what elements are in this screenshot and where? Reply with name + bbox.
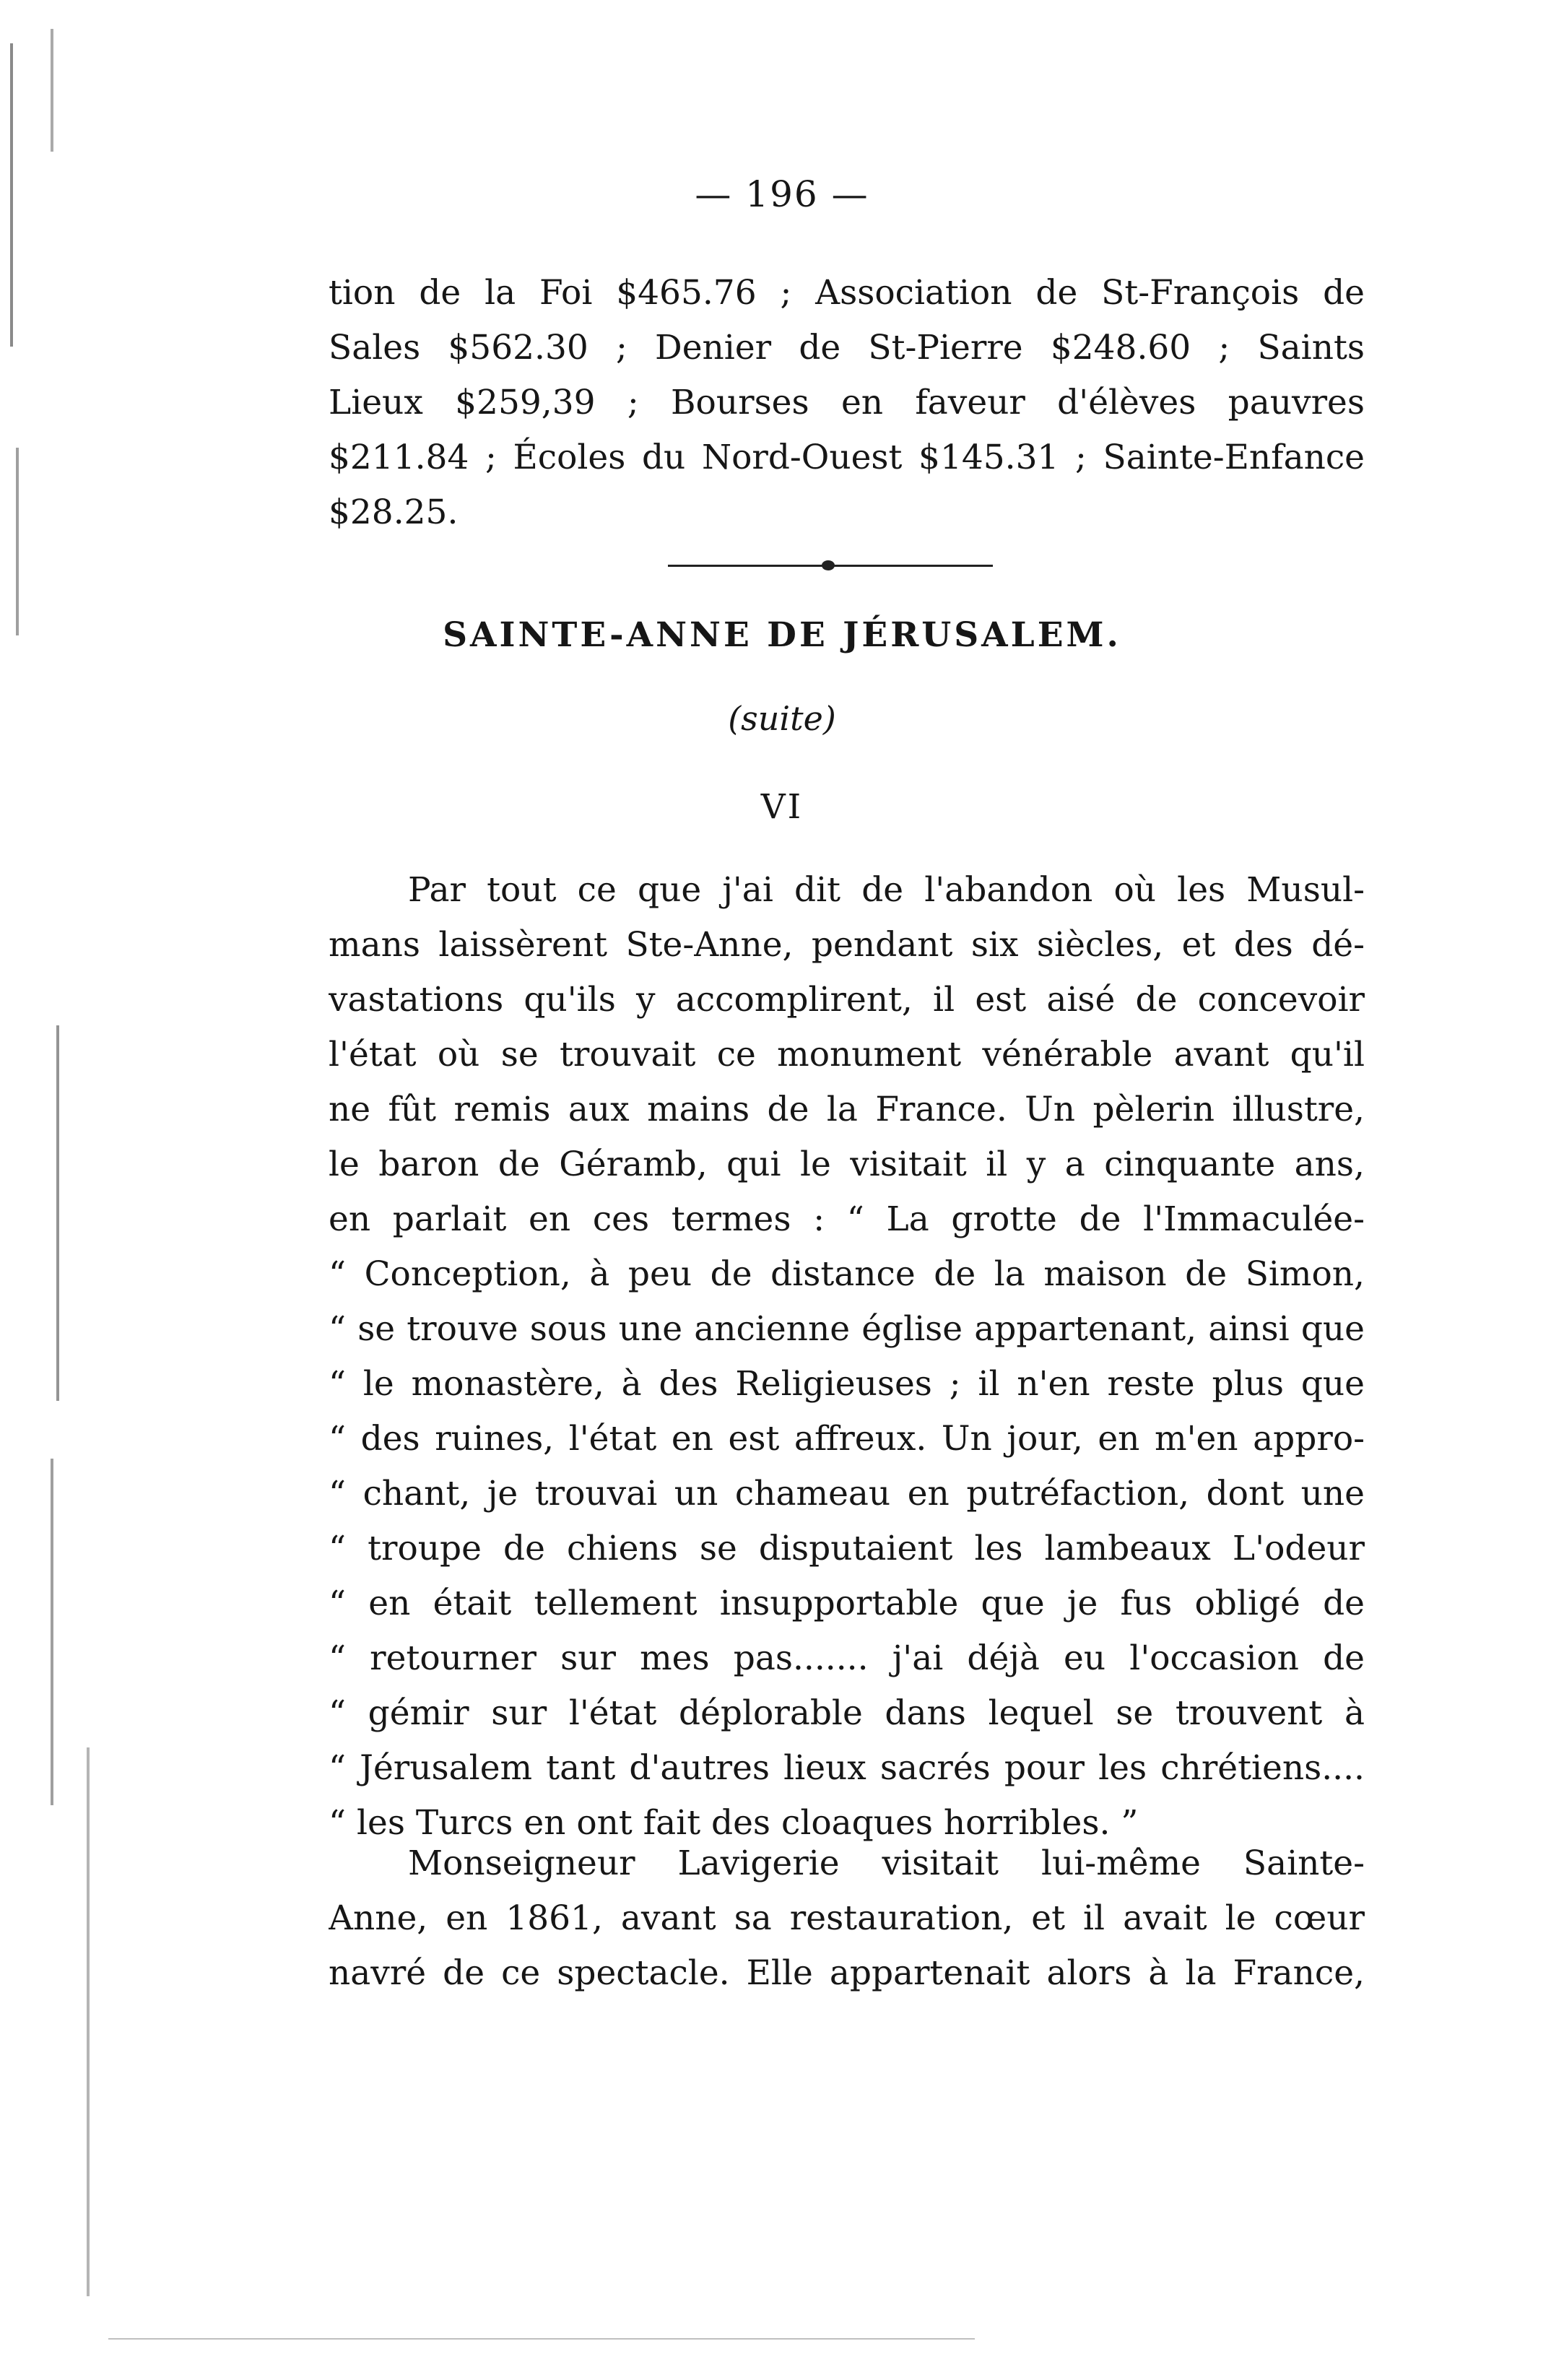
section-subtitle: (suite) (728, 699, 836, 738)
scan-edge-mark (51, 29, 53, 152)
text-line: $211.84 ; Écoles du Nord-Ouest $145.31 ; Sainte-Enfance (329, 438, 1365, 477)
scan-edge-mark (51, 1459, 53, 1805)
section-number: VI (760, 787, 804, 827)
text-line: l'état où se trouvait ce monument vénérable avant qu'il (329, 1035, 1365, 1074)
text-line: “ le monastère, à des Religieuses ; il n'en reste plus que (329, 1364, 1365, 1404)
scan-edge-mark (56, 1025, 59, 1401)
text-line: en parlait en ces termes : “ La grotte de l'Immaculée- (329, 1199, 1365, 1239)
text-line: Lieux $259,39 ; Bourses en faveur d'élèves pauvres (329, 383, 1365, 422)
text-line: le baron de Géramb, qui le visitait il y a cinquante ans, (329, 1145, 1365, 1184)
paragraph-2 (329, 1836, 1365, 2001)
text-line: ne fût remis aux mains de la France. Un pèlerin illustre, (329, 1090, 1365, 1129)
text-line: Anne, en 1861, avant sa restauration, et il avait le cœur (329, 1898, 1365, 1938)
text-line: “ Jérusalem tant d'autres lieux sacrés pour les chrétiens.... (329, 1748, 1365, 1788)
scan-edge-mark (87, 1747, 90, 2296)
text-line: Monseigneur Lavigerie visitait lui-même Sainte- (408, 1843, 1365, 1883)
paragraph-1 (329, 863, 1365, 1851)
text-line: mans laissèrent Ste-Anne, pendant six siècles, et des dé- (329, 925, 1365, 965)
text-line: “ en était tellement insupportable que je fus obligé de (329, 1584, 1365, 1623)
top-paragraph (329, 266, 1365, 540)
text-line: vastations qu'ils y accomplirent, il est aisé de concevoir (329, 980, 1365, 1020)
section-divider (668, 565, 993, 567)
text-line: “ troupe de chiens se disputaient les lambeaux L'odeur (329, 1529, 1365, 1568)
text-line: “ gémir sur l'état déplorable dans lequel se trouvent à (329, 1693, 1365, 1733)
text-line: “ chant, je trouvai un chameau en putréfaction, dont une (329, 1474, 1365, 1513)
page-number: — 196 — (695, 173, 869, 215)
text-line: “ les Turcs en ont fait des cloaques horribles. ” (329, 1803, 1139, 1843)
text-line: “ se trouve sous une ancienne église appartenant, ainsi que (329, 1309, 1365, 1349)
scan-edge-mark (108, 2338, 975, 2340)
text-line: Par tout ce que j'ai dit de l'abandon où les Musul- (408, 870, 1365, 910)
text-line: navré de ce spectacle. Elle appartenait alors à la France, (329, 1953, 1365, 1993)
scan-edge-mark (16, 448, 19, 635)
text-line: $28.25. (329, 492, 459, 532)
text-line: “ retourner sur mes pas....... j'ai déjà eu l'occasion de (329, 1638, 1365, 1678)
text-line: “ Conception, à peu de distance de la maison de Simon, (329, 1254, 1365, 1294)
text-line: “ des ruines, l'état en est affreux. Un jour, en m'en appro- (329, 1419, 1365, 1459)
text-line: tion de la Foi $465.76 ; Association de St-François de (329, 273, 1365, 313)
section-title: SAINTE-ANNE DE JÉRUSALEM. (443, 615, 1121, 655)
text-line: Sales $562.30 ; Denier de St-Pierre $248.60 ; Saints (329, 328, 1365, 368)
